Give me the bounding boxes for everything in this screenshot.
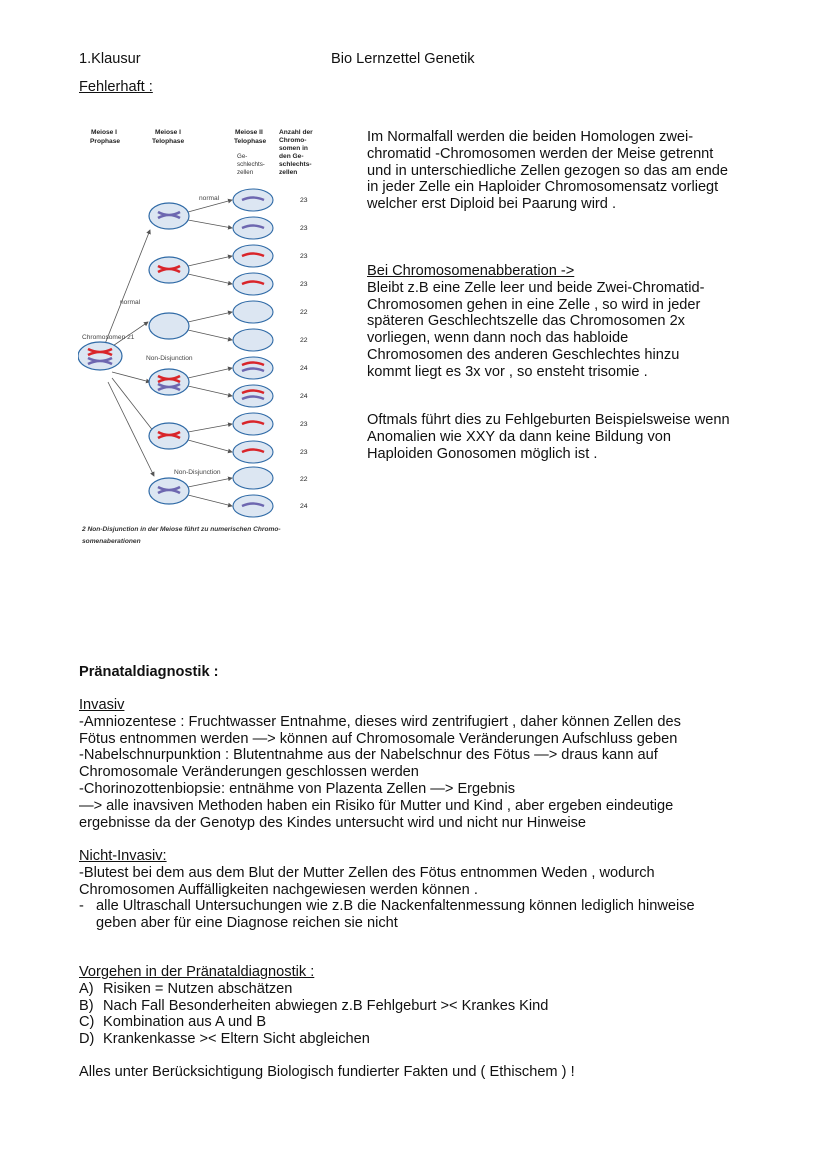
document-title: Bio Lernzettel Genetik	[331, 51, 475, 67]
svg-text:zellen: zellen	[237, 169, 254, 176]
header-meiose2-telophase: Meiose II	[235, 129, 263, 136]
count-7: 24	[300, 365, 308, 372]
fehlerhaft-heading: Fehlerhaft :	[79, 79, 153, 95]
telophase1-cell-4	[149, 369, 189, 395]
count-11: 22	[300, 476, 308, 483]
count-6: 22	[300, 337, 308, 344]
header-meiose1-prophase: Meiose I	[91, 129, 118, 136]
vorgehen-heading: Vorgehen in der Pränataldiagnostik :	[79, 964, 315, 980]
nicht-invasiv-section: Nicht-Invasiv: -Blutest bei dem aus dem Blut der Mutter Zellen des Fötus entnommen Weden , wodurch Chromosomen Auffälligkeiten nachgewiesen werden können . - alle Ultraschall Untersuchungen wie z.B die Nackenfaltenmessung können lediglich hinweise geben aber für eine Diagnose reichen sie nicht	[79, 848, 695, 932]
header-geschlechtszellen: Ge-	[237, 153, 248, 160]
non-disjunction-figure	[78, 120, 338, 552]
prophase-cell	[78, 342, 122, 370]
ultraschall-bullet: - alle Ultraschall Untersuchungen wie z.B die Nackenfaltenmessung können lediglich hinweise geben aber für eine Diagnose reichen sie nicht	[79, 898, 695, 932]
svg-text:Chromo-: Chromo-	[279, 137, 307, 144]
count-3: 23	[300, 253, 308, 260]
svg-text:schlechts-: schlechts-	[237, 161, 265, 168]
invasiv-heading: Invasiv	[79, 697, 125, 713]
vorgehen-item-d: D) Krankenkasse >< Eltern Sicht abgleichen	[79, 1031, 370, 1048]
telophase1-cell-5	[149, 423, 189, 449]
label-non-disjunction-1: Non-Disjunction	[146, 355, 193, 362]
invasiv-section: Invasiv -Amniozentese : Fruchtwasser Entnahme, dieses wird zentrifugiert , daher können Zellen des Fötus entnommen werden —> können auf Chromosomale Veränderungen Aufschluss geben -Nabelschnurpunktion : Blutentnahme aus der Nabelschnur des Fötus —> draus kann auf Chromosomale Veränderungen geschlossen werden -Chorinozottenbiopsie: entnähme von Plazenta Zellen —> Ergebnis —> alle inavsiven Methoden haben ein Risiko für Mutter und Kind , aber ergeben eindeutige ergebnisse da der Genotyp des Kindes untersucht wird und nicht nur Hinweise	[79, 697, 681, 831]
vorgehen-section	[79, 964, 548, 1048]
telophase1-cell-2	[149, 257, 189, 283]
count-9: 23	[300, 421, 308, 428]
vorgehen-item-c: C) Kombination aus A und B	[79, 1014, 267, 1031]
svg-text:zellen: zellen	[279, 169, 298, 176]
figure-caption: 2 Non-Disjunction in der Meiose führt zu numerischen Chromo-	[82, 526, 281, 533]
chromosome-counts	[300, 197, 308, 510]
label-non-disjunction-2: Non-Disjunction	[174, 469, 221, 476]
count-1: 23	[300, 197, 308, 204]
svg-text:Telophase: Telophase	[234, 138, 267, 145]
chromosomenabberation-section: Bei Chromosomenabberation -> Bleibt z.B eine Zelle leer und beide Zwei-Chromatid- Chromosomen gehen in eine Zelle , so wird in jeder späteren Geschlechtszelle das Chromosomen 2x vorliegen, wenn dann noch das habloide Chromosomen des anderen Geschlechtes hinzu kommt liegt es 3x vor , so ensteht trisomie .	[367, 263, 705, 380]
header-meiose1-telophase: Meiose I	[155, 129, 182, 136]
vorgehen-item-a: A) Risiken = Nutzen abschätzen	[79, 980, 293, 997]
closing-statement: Alles unter Berücksichtigung Biologisch fundierter Fakten und ( Ethischem ) !	[79, 1064, 575, 1080]
header-anzahl: Anzahl der	[279, 129, 313, 136]
count-5: 22	[300, 309, 308, 316]
chromosomenabberation-heading: Bei Chromosomenabberation ->	[367, 263, 575, 279]
count-4: 23	[300, 281, 308, 288]
svg-text:somenaberationen: somenaberationen	[82, 538, 141, 545]
header-left: 1.Klausur	[79, 51, 141, 67]
telophase1-cell-6	[149, 478, 189, 504]
telophase1-cell-3-empty	[149, 313, 189, 339]
label-normal-left: normal	[120, 299, 141, 306]
svg-text:Telophase: Telophase	[152, 138, 185, 145]
svg-text:somen in: somen in	[279, 145, 308, 152]
fehlgeburten-paragraph: Oftmals führt dies zu Fehlgeburten Beispielsweise wenn Anomalien wie XXY da dann keine Bildung von Haploiden Gonosomen möglich ist .	[367, 412, 730, 462]
svg-text:Prophase: Prophase	[90, 138, 121, 145]
telophase1-cell-1	[149, 203, 189, 229]
gamete-cells	[233, 189, 273, 517]
normalfall-paragraph: Im Normalfall werden die beiden Homologen zwei- chromatid -Chromosomen werden der Meise getrennt und in unterschiedliche Zellen gezogen so das am ende in jeder Zelle ein Haploider Chromosomensatz vorliegt welcher erst Diploid bei Paarung wird .	[367, 129, 729, 213]
count-12: 24	[300, 503, 308, 510]
vorgehen-item-b: B) Nach Fall Besonderheiten abwiegen z.B Fehlgeburt >< Krankes Kind	[79, 997, 549, 1014]
nicht-invasiv-heading: Nicht-Invasiv:	[79, 848, 167, 864]
praenatal-title: Pränataldiagnostik :	[79, 664, 219, 680]
count-2: 23	[300, 225, 308, 232]
svg-text:schlechts-: schlechts-	[279, 161, 312, 168]
label-normal-top: normal	[199, 195, 220, 202]
label-chromosomen21: Chromosomen 21	[82, 334, 135, 341]
svg-text:den Ge-: den Ge-	[279, 153, 304, 160]
count-8: 24	[300, 393, 308, 400]
count-10: 23	[300, 449, 308, 456]
